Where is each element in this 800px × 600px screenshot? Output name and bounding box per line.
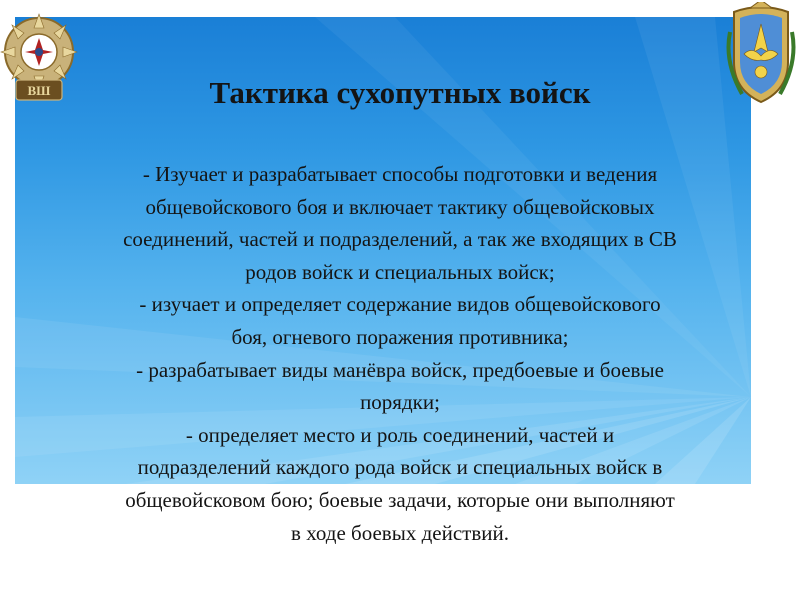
body-line: боя, огневого поражения противника; — [231, 324, 569, 349]
body-line: - определяет место и роль соединений, частей и — [185, 422, 615, 447]
body-line: - разрабатывает виды манёвра войск, предбоевые и боевые — [136, 357, 664, 382]
body-line: порядки; — [360, 390, 440, 415]
svg-text:ВШ: ВШ — [27, 83, 51, 98]
body-line: подразделений каждого рода войск и специальных войск в — [137, 455, 663, 480]
body-line: - Изучает и разрабатывает способы подготовки и ведения — [142, 162, 658, 186]
slide-title: Тактика сухопутных войск — [209, 75, 591, 110]
body-line: общевойскового боя и включает тактику общевойсковых — [145, 194, 655, 219]
body-line: соединений, частей и подразделений, а так же входящих в СВ — [123, 227, 677, 252]
body-line: общевойсковом бою; боевые задачи, которые они выполняют — [125, 487, 675, 512]
slide-body-text — [28, 158, 772, 549]
body-line: - изучает и определяет содержание видов общевойскового — [139, 292, 661, 317]
body-line: родов войск и специальных войск; — [245, 259, 555, 284]
body-line: в ходе боевых действий. — [291, 520, 509, 545]
